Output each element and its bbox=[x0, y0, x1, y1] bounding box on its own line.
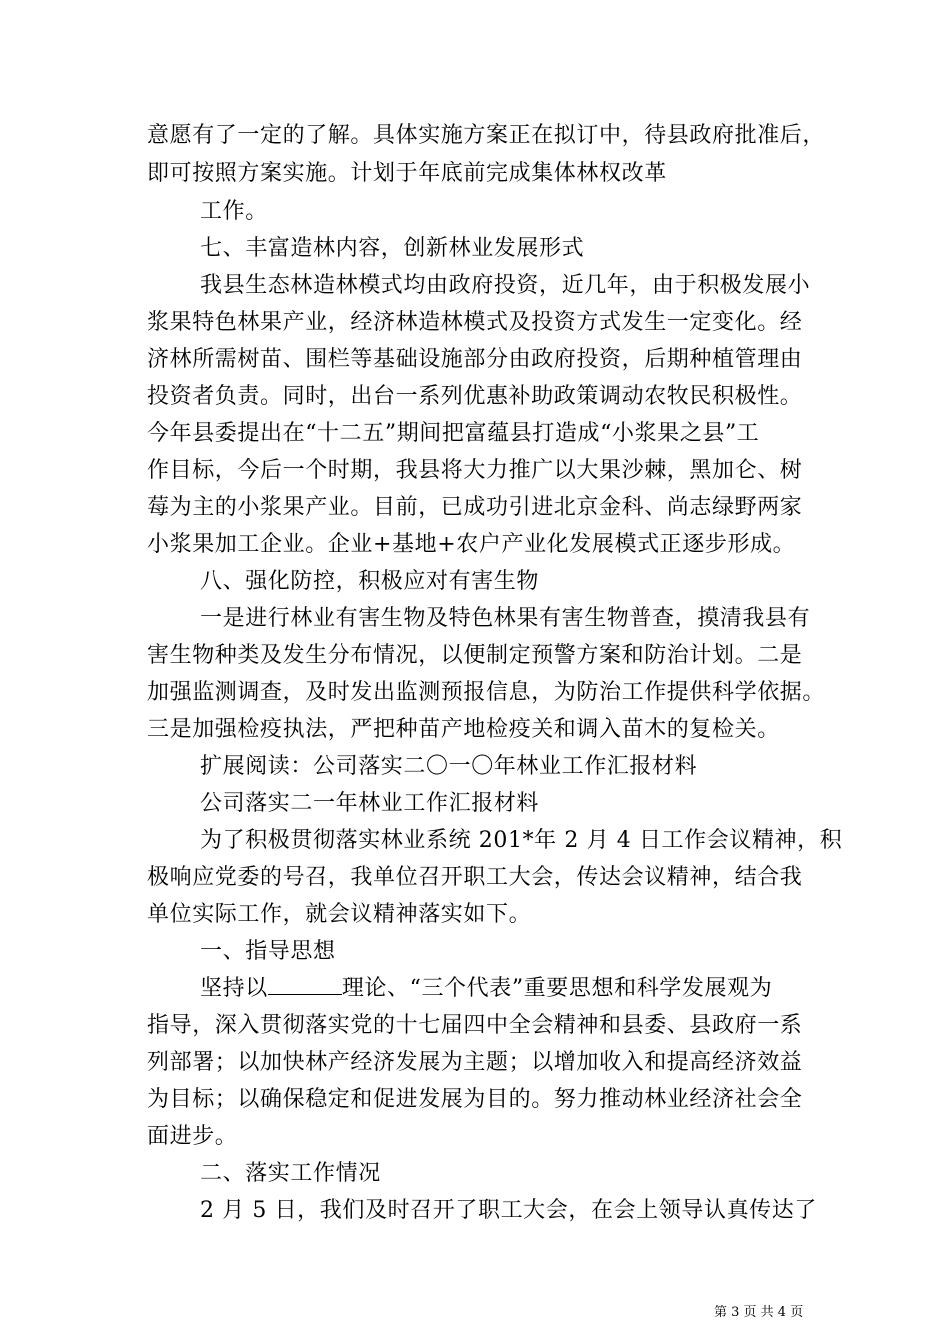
text-line: 为目标；以确保稳定和促进发展为目的。努力推动林业经济社会全 bbox=[147, 1087, 803, 1112]
text-line: 我县生态林造林模式均由政府投资，近几年，由于积极发展小 bbox=[200, 273, 811, 298]
text-line: 作目标，今后一个时期，我县将大力推广以大果沙棘，黑加仑、树 bbox=[147, 458, 803, 483]
text-line: 2 月 5 日，我们及时召开了职工大会，在会上领导认真传达了 bbox=[200, 1198, 817, 1223]
text-line: 莓为主的小浆果产业。目前，已成功引进北京金科、尚志绿野两家 bbox=[147, 495, 803, 520]
text-line: 单位实际工作，就会议精神落实如下。 bbox=[147, 902, 532, 927]
text-line: 今年县委提出在“十二五”期间把富蕴县打造成“小浆果之县”工 bbox=[147, 421, 760, 446]
text-line: 济林所需树苗、围栏等基础设施部分由政府投资，后期种植管理由 bbox=[147, 347, 803, 372]
text-line bbox=[200, 974, 772, 1004]
section-heading: 七、丰富造林内容，创新林业发展形式 bbox=[200, 236, 585, 261]
text-line: 三是加强检疫执法，严把种苗产地检疫关和调入苗木的复检关。 bbox=[147, 717, 780, 742]
page-number: 第 3 页 共 4 页 bbox=[714, 1305, 804, 1320]
text-line: 浆果特色林果产业，经济林造林模式及投资方式发生一定变化。经 bbox=[147, 310, 803, 335]
section-heading: 八、强化防控，积极应对有害生物 bbox=[200, 569, 540, 594]
text-line: 即可按照方案实施。计划于年底前完成集体林权改革 bbox=[147, 161, 667, 186]
text-fragment: 坚持以 bbox=[200, 976, 268, 1001]
text-line: 投资者负责。同时，出台一系列优惠补助政策调动农牧民积极性。 bbox=[147, 384, 803, 409]
text-line: 面进步。 bbox=[147, 1124, 238, 1149]
blank-underline bbox=[268, 976, 342, 995]
text-line: 害生物种类及发生分布情况，以便制定预警方案和防治计划。二是 bbox=[147, 643, 803, 668]
text-line: 指导，深入贯彻落实党的十七届四中全会精神和县委、县政府一系 bbox=[147, 1013, 803, 1038]
text-line: 为了积极贯彻落实林业系统 201*年 2 月 4 日工作会议精神，积 bbox=[200, 828, 843, 853]
text-fragment: 理论、“三个代表”重要思想和科学发展观为 bbox=[341, 976, 773, 1001]
text-line: 极响应党委的号召，我单位召开职工大会，传达会议精神，结合我 bbox=[147, 865, 803, 890]
section-heading: 二、落实工作情况 bbox=[200, 1161, 381, 1186]
text-line: 意愿有了一定的了解。具体实施方案正在拟订中，待县政府批准后， bbox=[147, 123, 826, 148]
text-line: 加强监测调查，及时发出监测预报信息，为防治工作提供科学依据。 bbox=[147, 680, 826, 705]
section-heading: 一、指导思想 bbox=[200, 939, 336, 964]
text-line: 一是进行林业有害生物及特色林果有害生物普查，摸清我县有 bbox=[200, 606, 811, 631]
text-line: 扩展阅读：公司落实二〇一〇年林业工作汇报材料 bbox=[200, 754, 698, 779]
document-subtitle: 公司落实二一年林业工作汇报材料 bbox=[200, 791, 540, 816]
text-line: 工作。 bbox=[200, 199, 268, 224]
text-line: 列部署；以加快林产经济发展为主题；以增加收入和提高经济效益 bbox=[147, 1050, 803, 1075]
text-line: 小浆果加工企业。企业+基地+农户产业化发展模式正逐步形成。 bbox=[147, 532, 796, 557]
